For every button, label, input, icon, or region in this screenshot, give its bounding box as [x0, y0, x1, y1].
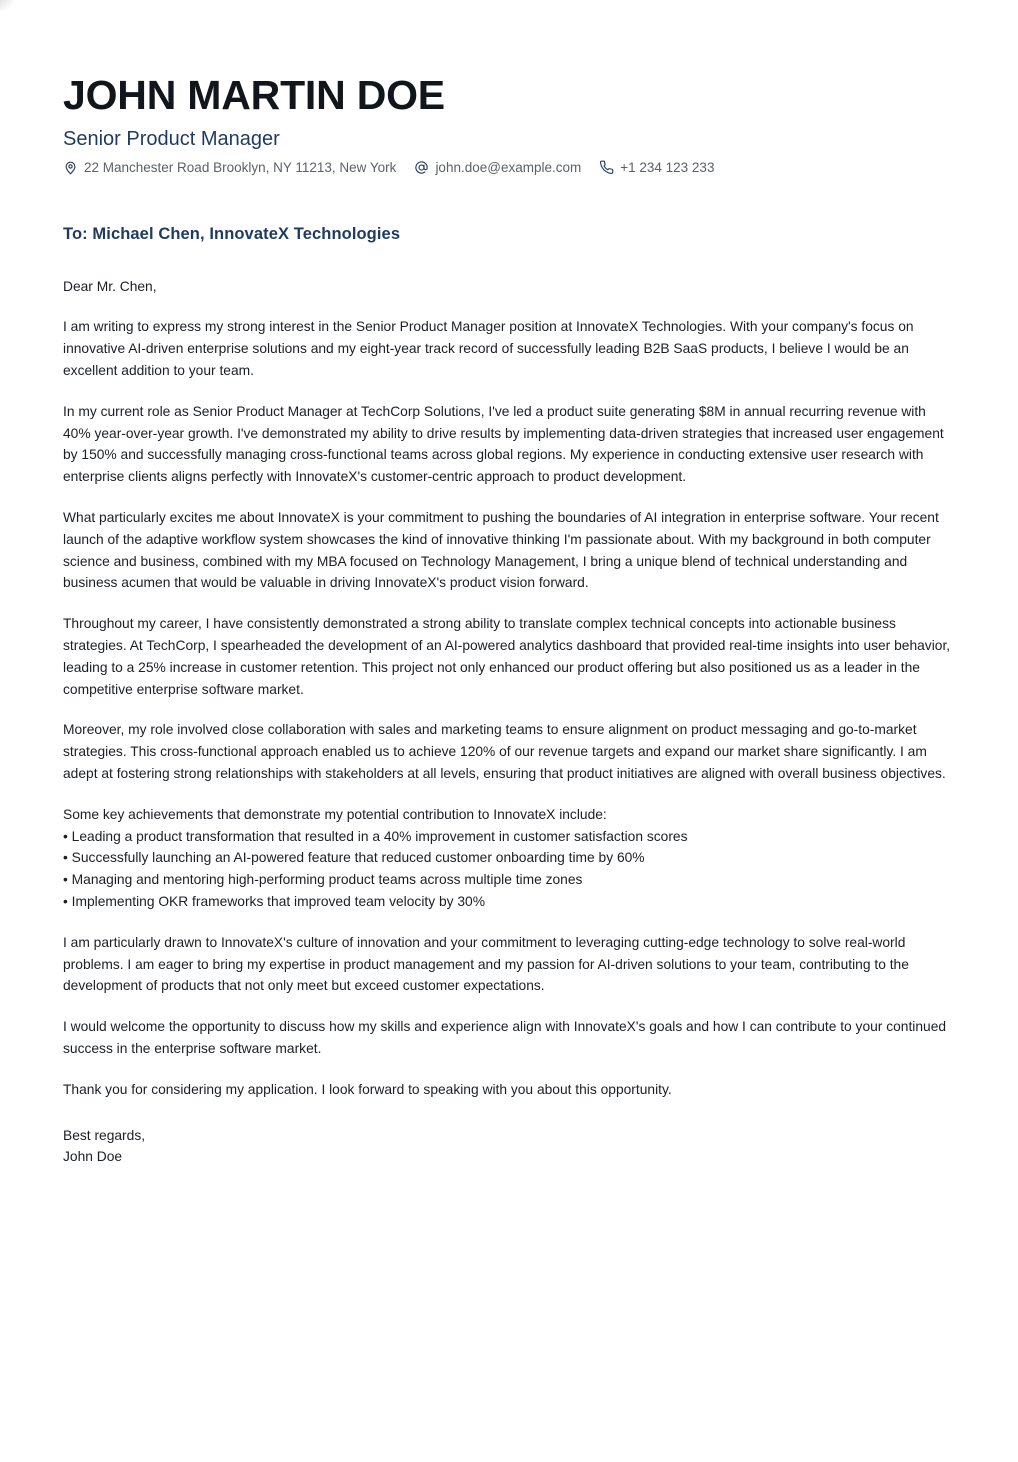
body-paragraph: Throughout my career, I have consistently demonstrated a strong ability to translate complex technical concepts into actionable business strategies. At TechCorp, I spearheaded the development of an AI-powered analytics dashboard that provided real-time insights into user behavior, leading to a 25% increase in customer retention. This project not only enhanced our product offering but also positioned us as a leader in the competitive enterprise software market.: [63, 616, 951, 697]
signature-block: [63, 1125, 955, 1169]
list-item: • Managing and mentoring high-performing product teams across multiple time zones: [63, 869, 955, 891]
phone-icon: [599, 160, 614, 175]
location-pin-icon: [63, 160, 78, 175]
body-paragraph: I am writing to express my strong interest in the Senior Product Manager position at InnovateX Technologies. With your company's focus on innovative AI-driven enterprise solutions and my eight-year track record of successfully leading B2B SaaS products, I believe I would be an excellent addition to your team.: [63, 319, 914, 379]
body-paragraph: I am particularly drawn to InnovateX's culture of innovation and your commitment to leveraging cutting-edge technology to solve real-world problems. I am eager to bring my expertise in product management and my passion for AI-driven solutions to your team, contributing to the development of products that not only meet but exceed customer expectations.: [63, 934, 909, 994]
signature-name: John Doe: [63, 1149, 123, 1165]
salutation: Dear Mr. Chen,: [63, 279, 157, 295]
list-item: • Leading a product transformation that resulted in a 40% improvement in customer satisfaction scores: [63, 826, 955, 848]
contact-phone: [599, 160, 714, 175]
recipient-line: To: Michael Chen, InnovateX Technologies: [63, 225, 401, 244]
achievements-list: [63, 826, 955, 913]
sign-off-text: Best regards,: [63, 1127, 146, 1143]
contact-info-row: [63, 160, 955, 175]
body-paragraph: I would welcome the opportunity to discuss how my skills and experience align with InnovateX's goals and how I can contribute to your continued success in the enterprise software market.: [63, 1019, 947, 1056]
contact-phone-text: +1 234 123 233: [620, 160, 715, 176]
contact-email-text: john.doe@example.com: [435, 160, 582, 176]
email-at-icon: [414, 160, 429, 175]
body-paragraph: Moreover, my role involved close collaboration with sales and marketing teams to ensure alignment on product messaging and go-to-market strategies. This cross-functional approach enabled us to achieve 120% of our revenue targets and expand our market share significantly. I am adept at fostering strong relationships with stakeholders at all levels, ensuring that product initiatives are aligned with overall business objectives.: [63, 722, 946, 781]
list-item: • Implementing OKR frameworks that improved team velocity by 30%: [63, 891, 955, 913]
contact-address-text: 22 Manchester Road Brooklyn, NY 11213, New York: [84, 160, 397, 176]
list-item: • Successfully launching an AI-powered feature that reduced customer onboarding time by 60%: [63, 847, 955, 869]
body-paragraph: What particularly excites me about InnovateX is your commitment to pushing the boundaries of AI integration in enterprise software. Your recent launch of the adaptive workflow system showcases the kind of innovative thinking I'm passionate about. With my background in both computer science and business, combined with my MBA focused on Technology Management, I bring a unique blend of technical understanding and business acumen that would be valuable in driving InnovateX's product vision forward.: [63, 510, 939, 591]
achievements-block: [63, 804, 955, 913]
body-paragraph: In my current role as Senior Product Manager at TechCorp Solutions, I've led a product suite generating $8M in annual recurring revenue with 40% year-over-year growth. I've demonstrated my ability to drive results by implementing data-driven strategies that increased user engagement by 150% and successfully managing cross-functional teams across global regions. My experience in conducting extensive user research with enterprise clients aligns perfectly with InnovateX's customer-centric approach to product development.: [63, 403, 944, 485]
achievements-lead-in: Some key achievements that demonstrate my potential contribution to InnovateX include:: [63, 806, 607, 822]
page-title: JOHN MARTIN DOE: [63, 72, 445, 118]
contact-address: [63, 160, 396, 175]
job-title-subtitle: Senior Product Manager: [63, 128, 280, 151]
contact-email: [414, 160, 581, 175]
letter-content-column: [63, 0, 955, 1168]
closing-thanks-paragraph: Thank you for considering my application. I look forward to speaking with you about this opportunity.: [63, 1081, 672, 1097]
